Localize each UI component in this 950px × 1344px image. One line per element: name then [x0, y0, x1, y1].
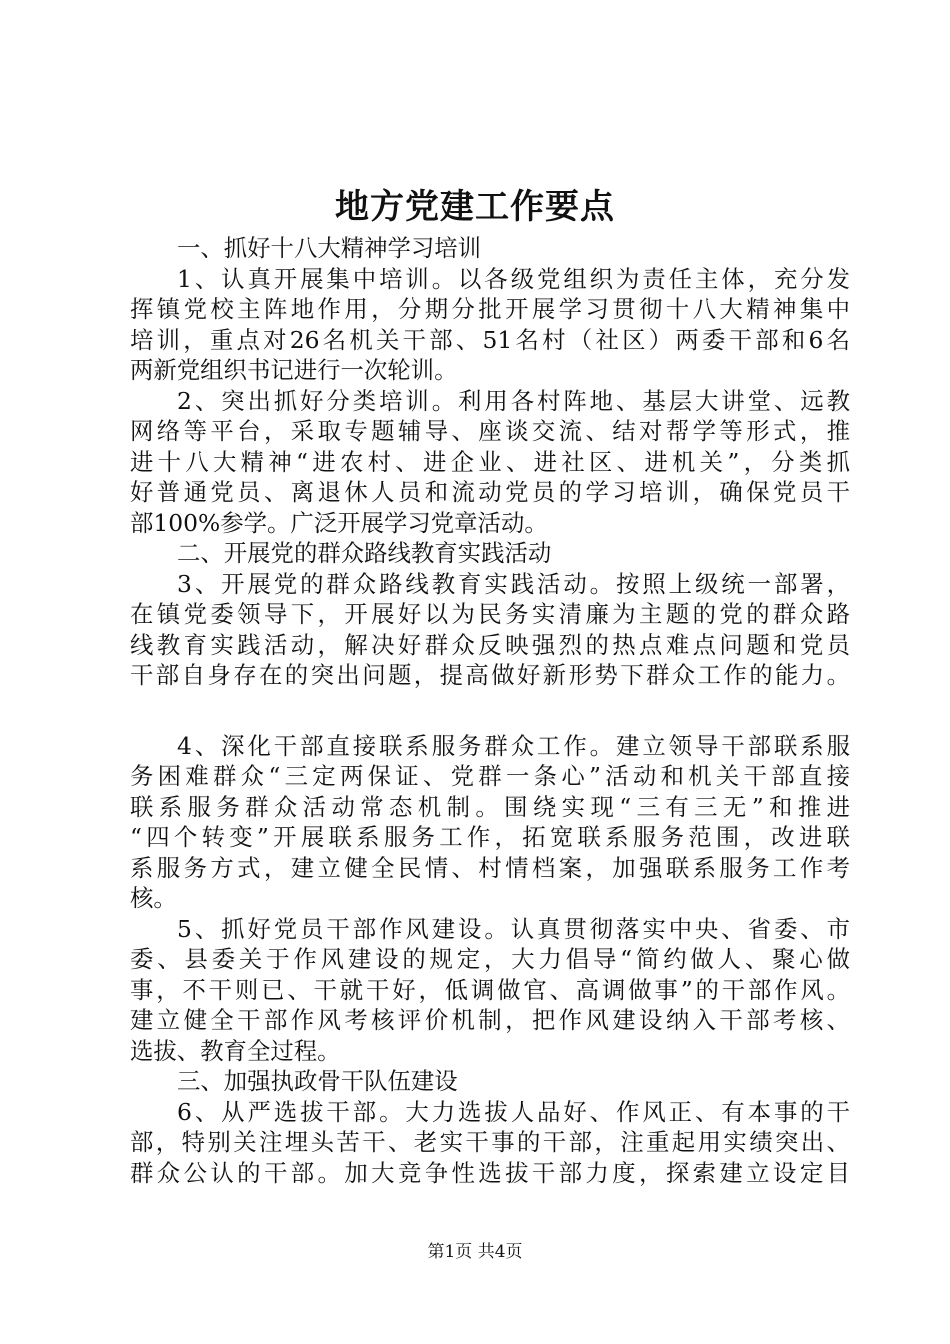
- text-line: 两新党组织书记进行一次轮训。: [130, 356, 458, 384]
- text-line: 在镇党委领导下，开展好以为民务实清廉为主题的党的群众路: [130, 600, 850, 628]
- text-line: 建立健全干部作风考核评价机制，把作风建设纳入干部考核、: [130, 1006, 850, 1034]
- text-line: 系服务方式，建立健全民情、村情档案，加强联系服务工作考: [130, 853, 850, 882]
- document-title: 地方党建工作要点: [335, 187, 615, 227]
- text-line: 三、加强执政骨干队伍建设: [177, 1067, 458, 1095]
- text-line: 进十八大精神“进农村、进企业、进社区、进机关”，分类抓: [130, 447, 850, 476]
- text-line: 事，不干则已、干就干好，低调做官、高调做事”的干部作风。: [130, 975, 850, 1004]
- text-line: 3、开展党的群众路线教育实践活动。按照上级统一部署，: [177, 569, 850, 598]
- text-line: 挥镇党校主阵地作用，分期分批开展学习贯彻十八大精神集中: [130, 295, 850, 323]
- text-line: 培训，重点对26名机关干部、51名村（社区）两委干部和6名: [130, 325, 850, 354]
- text-line: 1、认真开展集中培训。以各级党组织为责任主体，充分发: [177, 264, 850, 293]
- text-line: 核。: [130, 884, 177, 912]
- text-line: 线教育实践活动，解决好群众反映强烈的热点难点问题和党员: [130, 630, 850, 659]
- text-line: 一、抓好十八大精神学习培训: [177, 234, 482, 262]
- blank-line: [130, 691, 850, 731]
- text-line: 部，特别关注埋头苦干、老实干事的干部，注重起用实绩突出、: [130, 1128, 850, 1156]
- text-line: “四个转变”开展联系服务工作，拓宽联系服务范围，改进联: [130, 823, 850, 851]
- text-line: 群众公认的干部。加大竞争性选拔干部力度，探索建立设定目: [130, 1158, 850, 1187]
- text-line: 网络等平台，采取专题辅导、座谈交流、结对帮学等形式，推: [130, 417, 850, 445]
- document-body: [130, 233, 850, 1188]
- text-line: 干部自身存在的突出问题，提高做好新形势下群众工作的能力。: [130, 661, 850, 689]
- text-line: 部100%参学。广泛开展学习党章活动。: [130, 508, 548, 537]
- text-line: 联系服务群众活动常态机制。围绕实现“三有三无”和推进: [130, 792, 850, 821]
- page-footer: 第1页 共4页: [427, 1242, 523, 1262]
- text-line: 4、深化干部直接联系服务群众工作。建立领导干部联系服: [177, 731, 850, 760]
- text-line: 选拔、教育全过程。: [130, 1036, 341, 1065]
- text-line: 2、突出抓好分类培训。利用各村阵地、基层大讲堂、远教: [177, 386, 850, 415]
- text-line: 6、从严选拔干部。大力选拔人品好、作风正、有本事的干: [177, 1097, 850, 1126]
- text-line: 好普通党员、离退休人员和流动党员的学习培训，确保党员干: [130, 478, 850, 506]
- text-line: 5、抓好党员干部作风建设。认真贯彻落实中央、省委、市: [177, 914, 850, 943]
- text-line: 二、开展党的群众路线教育实践活动: [177, 539, 552, 567]
- text-line: 务困难群众“三定两保证、党群一条心”活动和机关干部直接: [130, 762, 850, 790]
- text-line: 委、县委关于作风建设的规定，大力倡导“简约做人、聚心做: [130, 945, 850, 973]
